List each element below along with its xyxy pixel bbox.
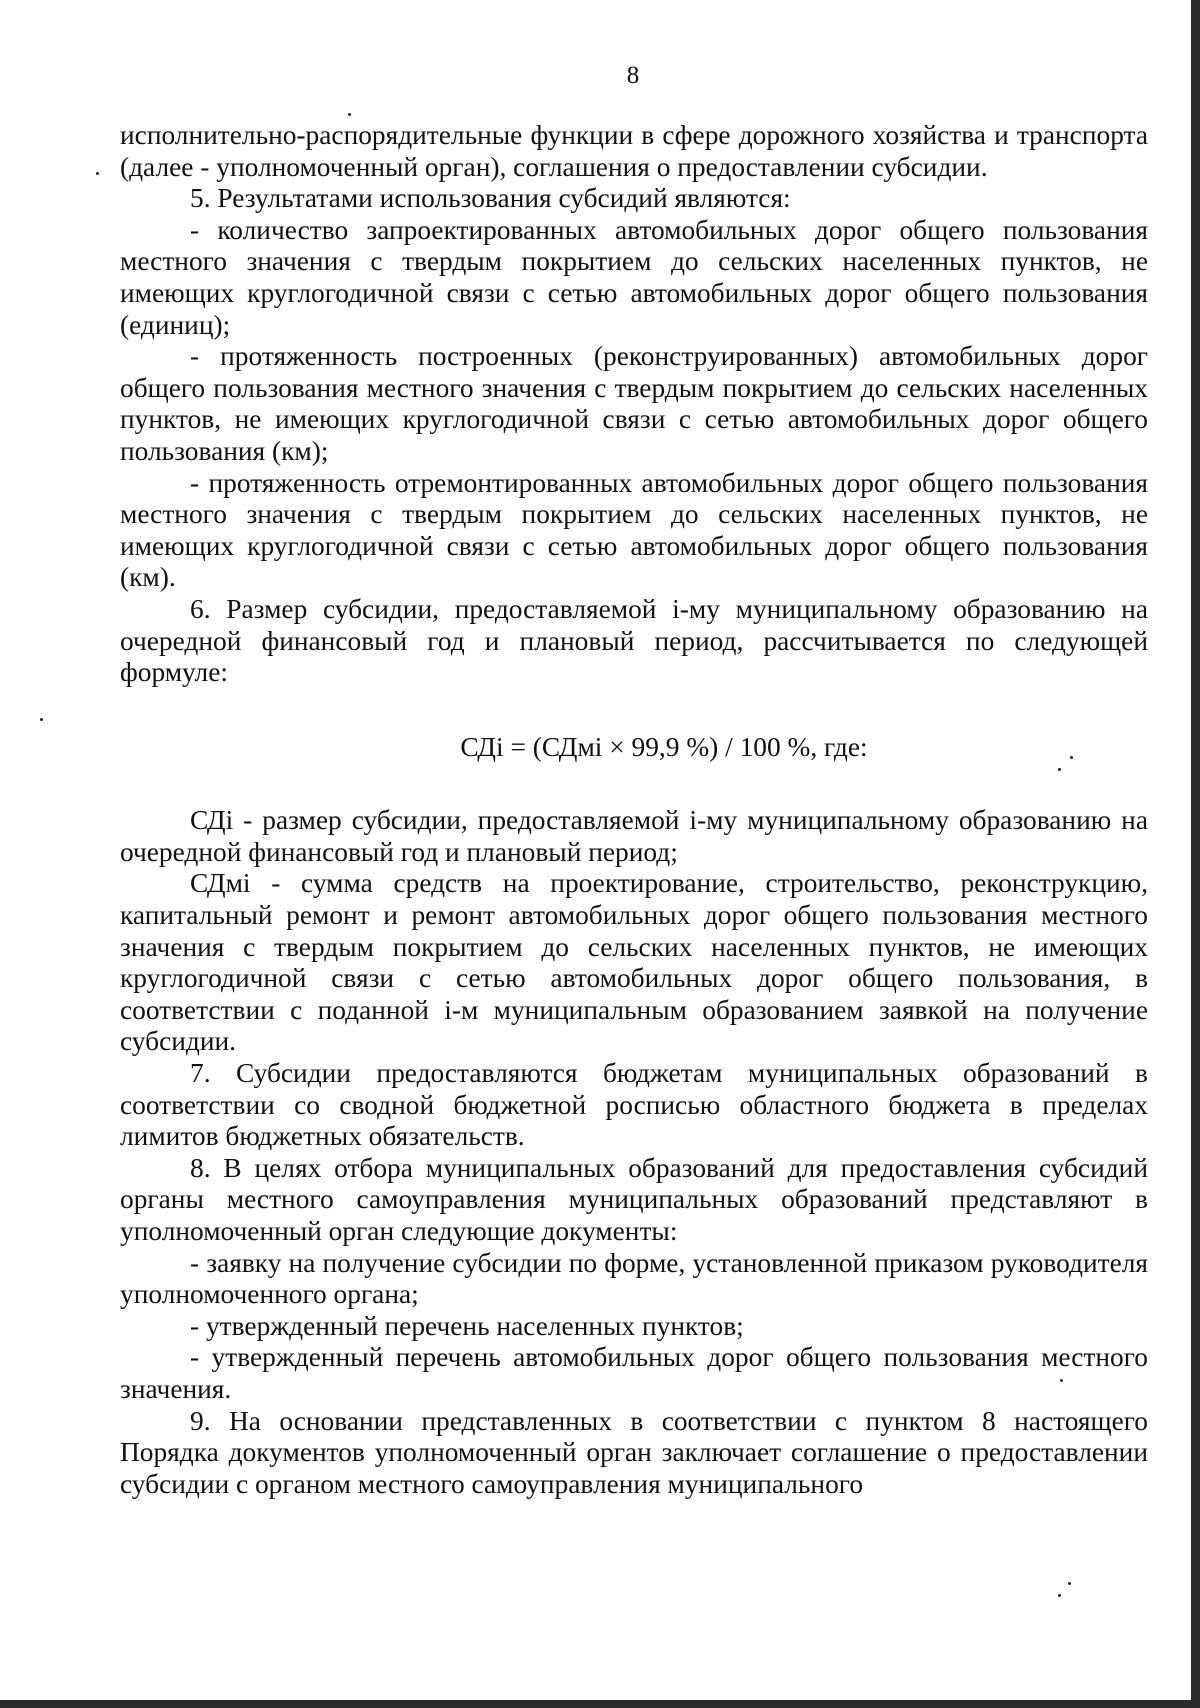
paragraph-result-designed-roads: - количество запроектированных автомобильных дорог общего пользования местного значения с твердым покрытием до сельских населенных пунктов, не имеющих круглогодичной связи с сетью автомобильных дорог общего пользования (единиц); [120, 214, 1148, 340]
paragraph-result-built-roads: - протяженность построенных (реконструированных) автомобильных дорог общего пользования местного значения с твердым покрытием до сельских населенных пунктов, не имеющих круглогодичной связи с сетью автомобильных дорог общего пользования (км); [120, 341, 1148, 466]
scan-edge-bottom [0, 1700, 1200, 1708]
paragraph-item-8: 8. В целях отбора муниципальных образований для предоставления субсидий органы местного самоуправления муниципальных образований представляют в уполномоченный орган следующие документы: [120, 1152, 1148, 1246]
scan-speck [1058, 1594, 1061, 1597]
paragraph-item-6: 6. Размер субсидии, предоставляемой i-му муниципальному образованию на очередной финансовый год и плановый период, рассчитывается по следующей формуле: [120, 593, 1148, 688]
paragraph-item-7: 7. Субсидии предоставляются бюджетам муниципальных образований в соответствии со сводной бюджетной росписью областного бюджета в пределах лимитов бюджетных обязательств. [120, 1058, 1148, 1152]
scan-speck [40, 718, 43, 721]
scan-speck [96, 172, 99, 175]
paragraph-definition-sdi: СДi - размер субсидии, предоставляемой i-му муниципальному образованию на очередной финансовый год и плановый период; [120, 805, 1148, 867]
scan-edge-right [1191, 0, 1200, 1708]
page-number: 8 [626, 62, 640, 89]
subsidy-formula: СДi = (СДмi × 99,9 %) / 100 %, где: [460, 731, 868, 762]
paragraph-continuation: исполнительно-распорядительные функции в сфере дорожного хозяйства и транспорта (далее - уполномоченный орган), соглашения о предоставлении субсидии. [120, 120, 1148, 182]
document-body [120, 120, 1148, 1500]
paragraph-item-9: 9. На основании представленных в соответствии с пунктом 8 настоящего Порядка документов уполномоченный орган заключает соглашение о предоставлении субсидии с органом местного самоуправления муниципального [120, 1405, 1148, 1499]
paragraph-definition-sdmi: СДмi - сумма средств на проектирование, строительство, реконструкцию, капитальный ремонт и ремонт автомобильных дорог общего пользования местного значения с твердым покрытием до сельских населенных пунктов, не имеющих круглогодичной связи с сетью автомобильных дорог общего пользования, в соответствии с поданной i-м муниципальным образованием заявкой на получение субсидии. [120, 868, 1148, 1057]
scan-speck [1068, 1582, 1071, 1585]
paragraph-item-5: 5. Результатами использования субсидий являются: [190, 183, 791, 214]
paragraph-result-repaired-roads: - протяженность отремонтированных автомобильных дорог общего пользования местного значения с твердым покрытием до сельских населенных пунктов, не имеющих круглогодичной связи с сетью автомобильных дорог общего пользования (км). [120, 467, 1148, 593]
scan-speck [348, 113, 351, 116]
paragraph-doc-settlements: - утвержденный перечень населенных пунктов; [190, 1310, 744, 1341]
paragraph-doc-roads: - утвержденный перечень автомобильных дорог общего пользования местного значения. [120, 1342, 1148, 1404]
paragraph-doc-application: - заявку на получение субсидии по форме, установленной приказом руководителя уполномоченного органа; [120, 1247, 1148, 1310]
